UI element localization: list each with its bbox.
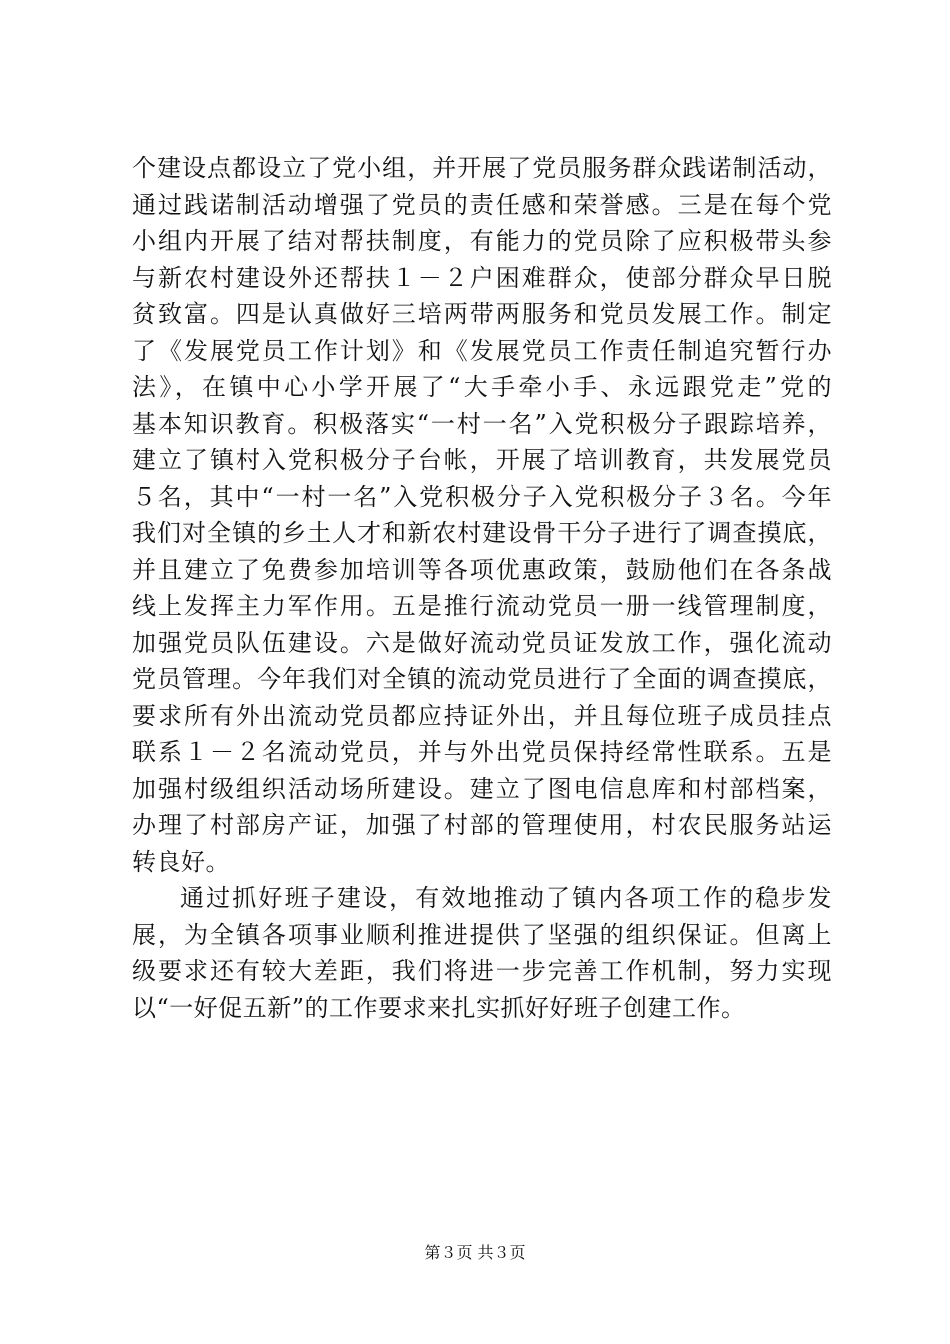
text-line: 通过践诺制活动增强了党员的责任感和荣誉感。三是在每个党 bbox=[132, 190, 832, 219]
text-line: 了《发展党员工作计划》和《发展党员工作责任制追究暂行办 bbox=[132, 336, 832, 365]
text-line: 我们对全镇的乡土人才和新农村建设骨干分子进行了调查摸底， bbox=[132, 519, 832, 547]
text-line: 转良好。 bbox=[132, 847, 230, 876]
paragraph-2 bbox=[132, 880, 832, 1026]
paragraph-1 bbox=[132, 150, 832, 880]
page-number-label: 第３页 共３页 bbox=[424, 1243, 526, 1262]
page-footer bbox=[0, 1243, 950, 1263]
text-line: 贫致富。四是认真做好三培两带两服务和党员发展工作。制定 bbox=[132, 300, 832, 328]
text-line: 级要求还有较大差距，我们将进一步完善工作机制，努力实现 bbox=[132, 957, 832, 985]
text-line: 个建设点都设立了党小组，并开展了党员服务群众践诺制活动， bbox=[132, 154, 832, 182]
text-line: 建立了镇村入党积极分子台帐，开展了培训教育，共发展党员 bbox=[132, 446, 832, 474]
text-line: 加强村级组织活动场所建设。建立了图电信息库和村部档案， bbox=[132, 774, 832, 803]
text-line: 小组内开展了结对帮扶制度，有能力的党员除了应积极带头参 bbox=[132, 227, 832, 255]
text-line: 加强党员队伍建设。六是做好流动党员证发放工作，强化流动 bbox=[132, 628, 832, 657]
text-line: 与新农村建设外还帮扶１－２户困难群众，使部分群众早日脱 bbox=[132, 263, 832, 292]
text-line: 联系１－２名流动党员，并与外出党员保持经常性联系。五是 bbox=[132, 738, 832, 766]
text-line: 要求所有外出流动党员都应持证外出，并且每位班子成员挂点 bbox=[132, 701, 832, 730]
text-line: 办理了村部房产证，加强了村部的管理使用，村农民服务站运 bbox=[132, 811, 832, 839]
text-line: ５名，其中“一村一名”入党积极分子入党积极分子３名。今年 bbox=[132, 482, 832, 511]
text-line: 通过抓好班子建设，有效地推动了镇内各项工作的稳步发 bbox=[180, 884, 832, 912]
text-line: 党员管理。今年我们对全镇的流动党员进行了全面的调查摸底， bbox=[132, 665, 832, 693]
body-text bbox=[132, 150, 832, 1026]
text-line: 线上发挥主力军作用。五是推行流动党员一册一线管理制度， bbox=[132, 592, 832, 620]
text-line: 法》，在镇中心小学开展了“大手牵小手、永远跟党走”党的 bbox=[132, 373, 832, 401]
text-line: 并且建立了免费参加培训等各项优惠政策，鼓励他们在各条战 bbox=[132, 555, 832, 584]
text-line: 展，为全镇各项事业顺利推进提供了坚强的组织保证。但离上 bbox=[132, 920, 832, 949]
text-line: 以“一好促五新”的工作要求来扎实抓好好班子创建工作。 bbox=[132, 993, 746, 1022]
text-line: 基本知识教育。积极落实“一村一名”入党积极分子跟踪培养， bbox=[132, 409, 832, 438]
